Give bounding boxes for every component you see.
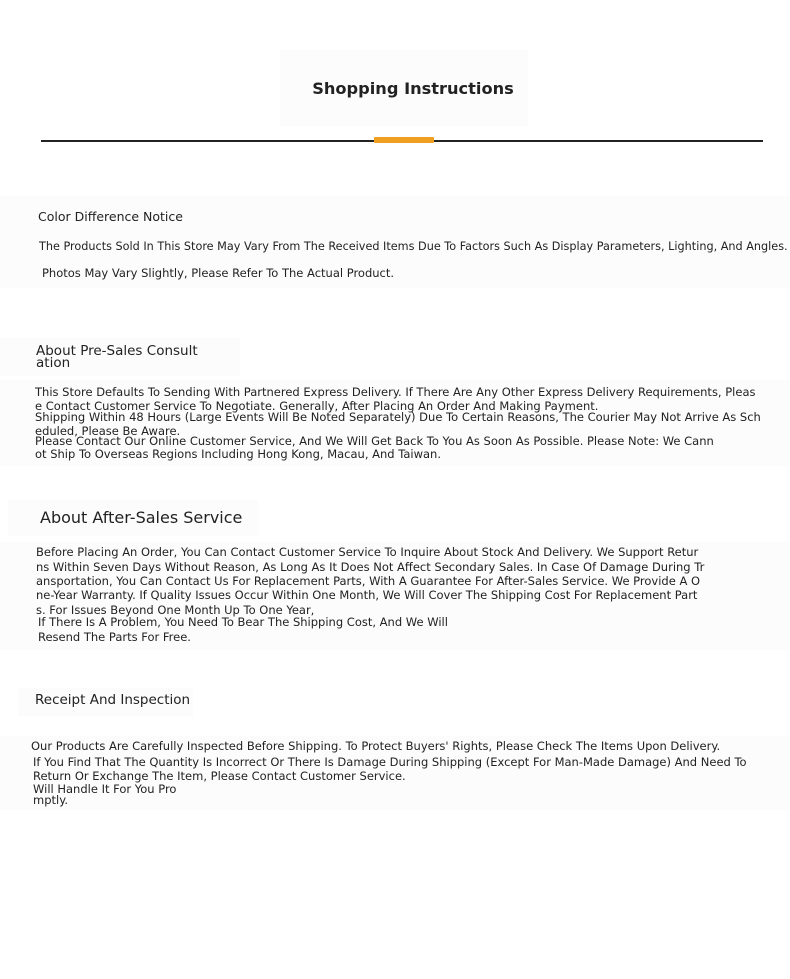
color-difference-line-2: Photos May Vary Slightly, Please Refer To The Actual Product. <box>42 266 395 280</box>
aftersales-p1-line-1: Before Placing An Order, You Can Contact Customer Service To Inquire About Stock And Delivery. We Support Retur <box>36 545 699 559</box>
color-difference-line-1: The Products Sold In This Store May Vary From The Received Items Due To Factors Such As Display Parameters, Lighting, And Angles. <box>39 240 788 253</box>
color-difference-heading: Color Difference Notice <box>38 209 183 224</box>
aftersales-p1-line-5: s. For Issues Beyond One Month Up To One Year, <box>36 603 315 617</box>
presales-p2-line-2: eduled, Please Be Aware. <box>35 424 181 438</box>
aftersales-p1-line-2: ns Within Seven Days Without Reason, As Long As It Does Not Affect Secondary Sales. In Case Of Damage During Tr <box>36 560 705 574</box>
receipt-p3-line-2: mptly. <box>33 793 69 807</box>
aftersales-p1-line-4: ne-Year Warranty. If Quality Issues Occur Within One Month, We Will Cover The Shipping Cost For Replacement Part <box>36 588 698 602</box>
presales-p1-line-2: e Contact Customer Service To Negotiate. Generally, After Placing An Order And Making Payment. <box>35 399 599 413</box>
receipt-heading: Receipt And Inspection <box>35 692 191 708</box>
presales-heading-line-2: ation <box>36 355 71 371</box>
aftersales-p2-line-2: Resend The Parts For Free. <box>38 630 191 644</box>
receipt-p3-line-1: Will Handle It For You Pro <box>33 782 177 796</box>
presales-heading-line-1: About Pre-Sales Consult <box>36 343 198 359</box>
receipt-p2-line-2: Return Or Exchange The Item, Please Contact Customer Service. <box>33 769 406 783</box>
aftersales-p2-line-1: If There Is A Problem, You Need To Bear The Shipping Cost, And We Will <box>38 615 448 629</box>
presales-p1-line-1: This Store Defaults To Sending With Partnered Express Delivery. If There Are Any Other Express Delivery Requirements, Pleas <box>35 385 756 399</box>
presales-p2-line-1: Shipping Within 48 Hours (Large Events Will Be Noted Separately) Due To Certain Reasons, The Courier May Not Arrive As Sch <box>35 410 761 424</box>
receipt-p1: Our Products Are Carefully Inspected Before Shipping. To Protect Buyers' Rights, Please Check The Items Upon Delivery. <box>31 739 721 753</box>
presales-p3-line-2: ot Ship To Overseas Regions Including Hong Kong, Macau, And Taiwan. <box>35 447 442 461</box>
presales-p3-line-1: Please Contact Our Online Customer Service, And We Will Get Back To You As Soon As Possible. Please Note: We Cann <box>35 434 714 448</box>
title-divider-accent <box>374 137 434 143</box>
aftersales-heading: About After-Sales Service <box>40 508 243 527</box>
aftersales-p1-line-3: ansportation, You Can Contact Us For Replacement Parts, With A Guarantee For After-Sales Service. We Provide A O <box>36 574 701 588</box>
page-title: Shopping Instructions <box>312 79 514 98</box>
receipt-p2-line-1: If You Find That The Quantity Is Incorrect Or There Is Damage During Shipping (Except For Man-Made Damage) And Need To <box>33 755 747 769</box>
